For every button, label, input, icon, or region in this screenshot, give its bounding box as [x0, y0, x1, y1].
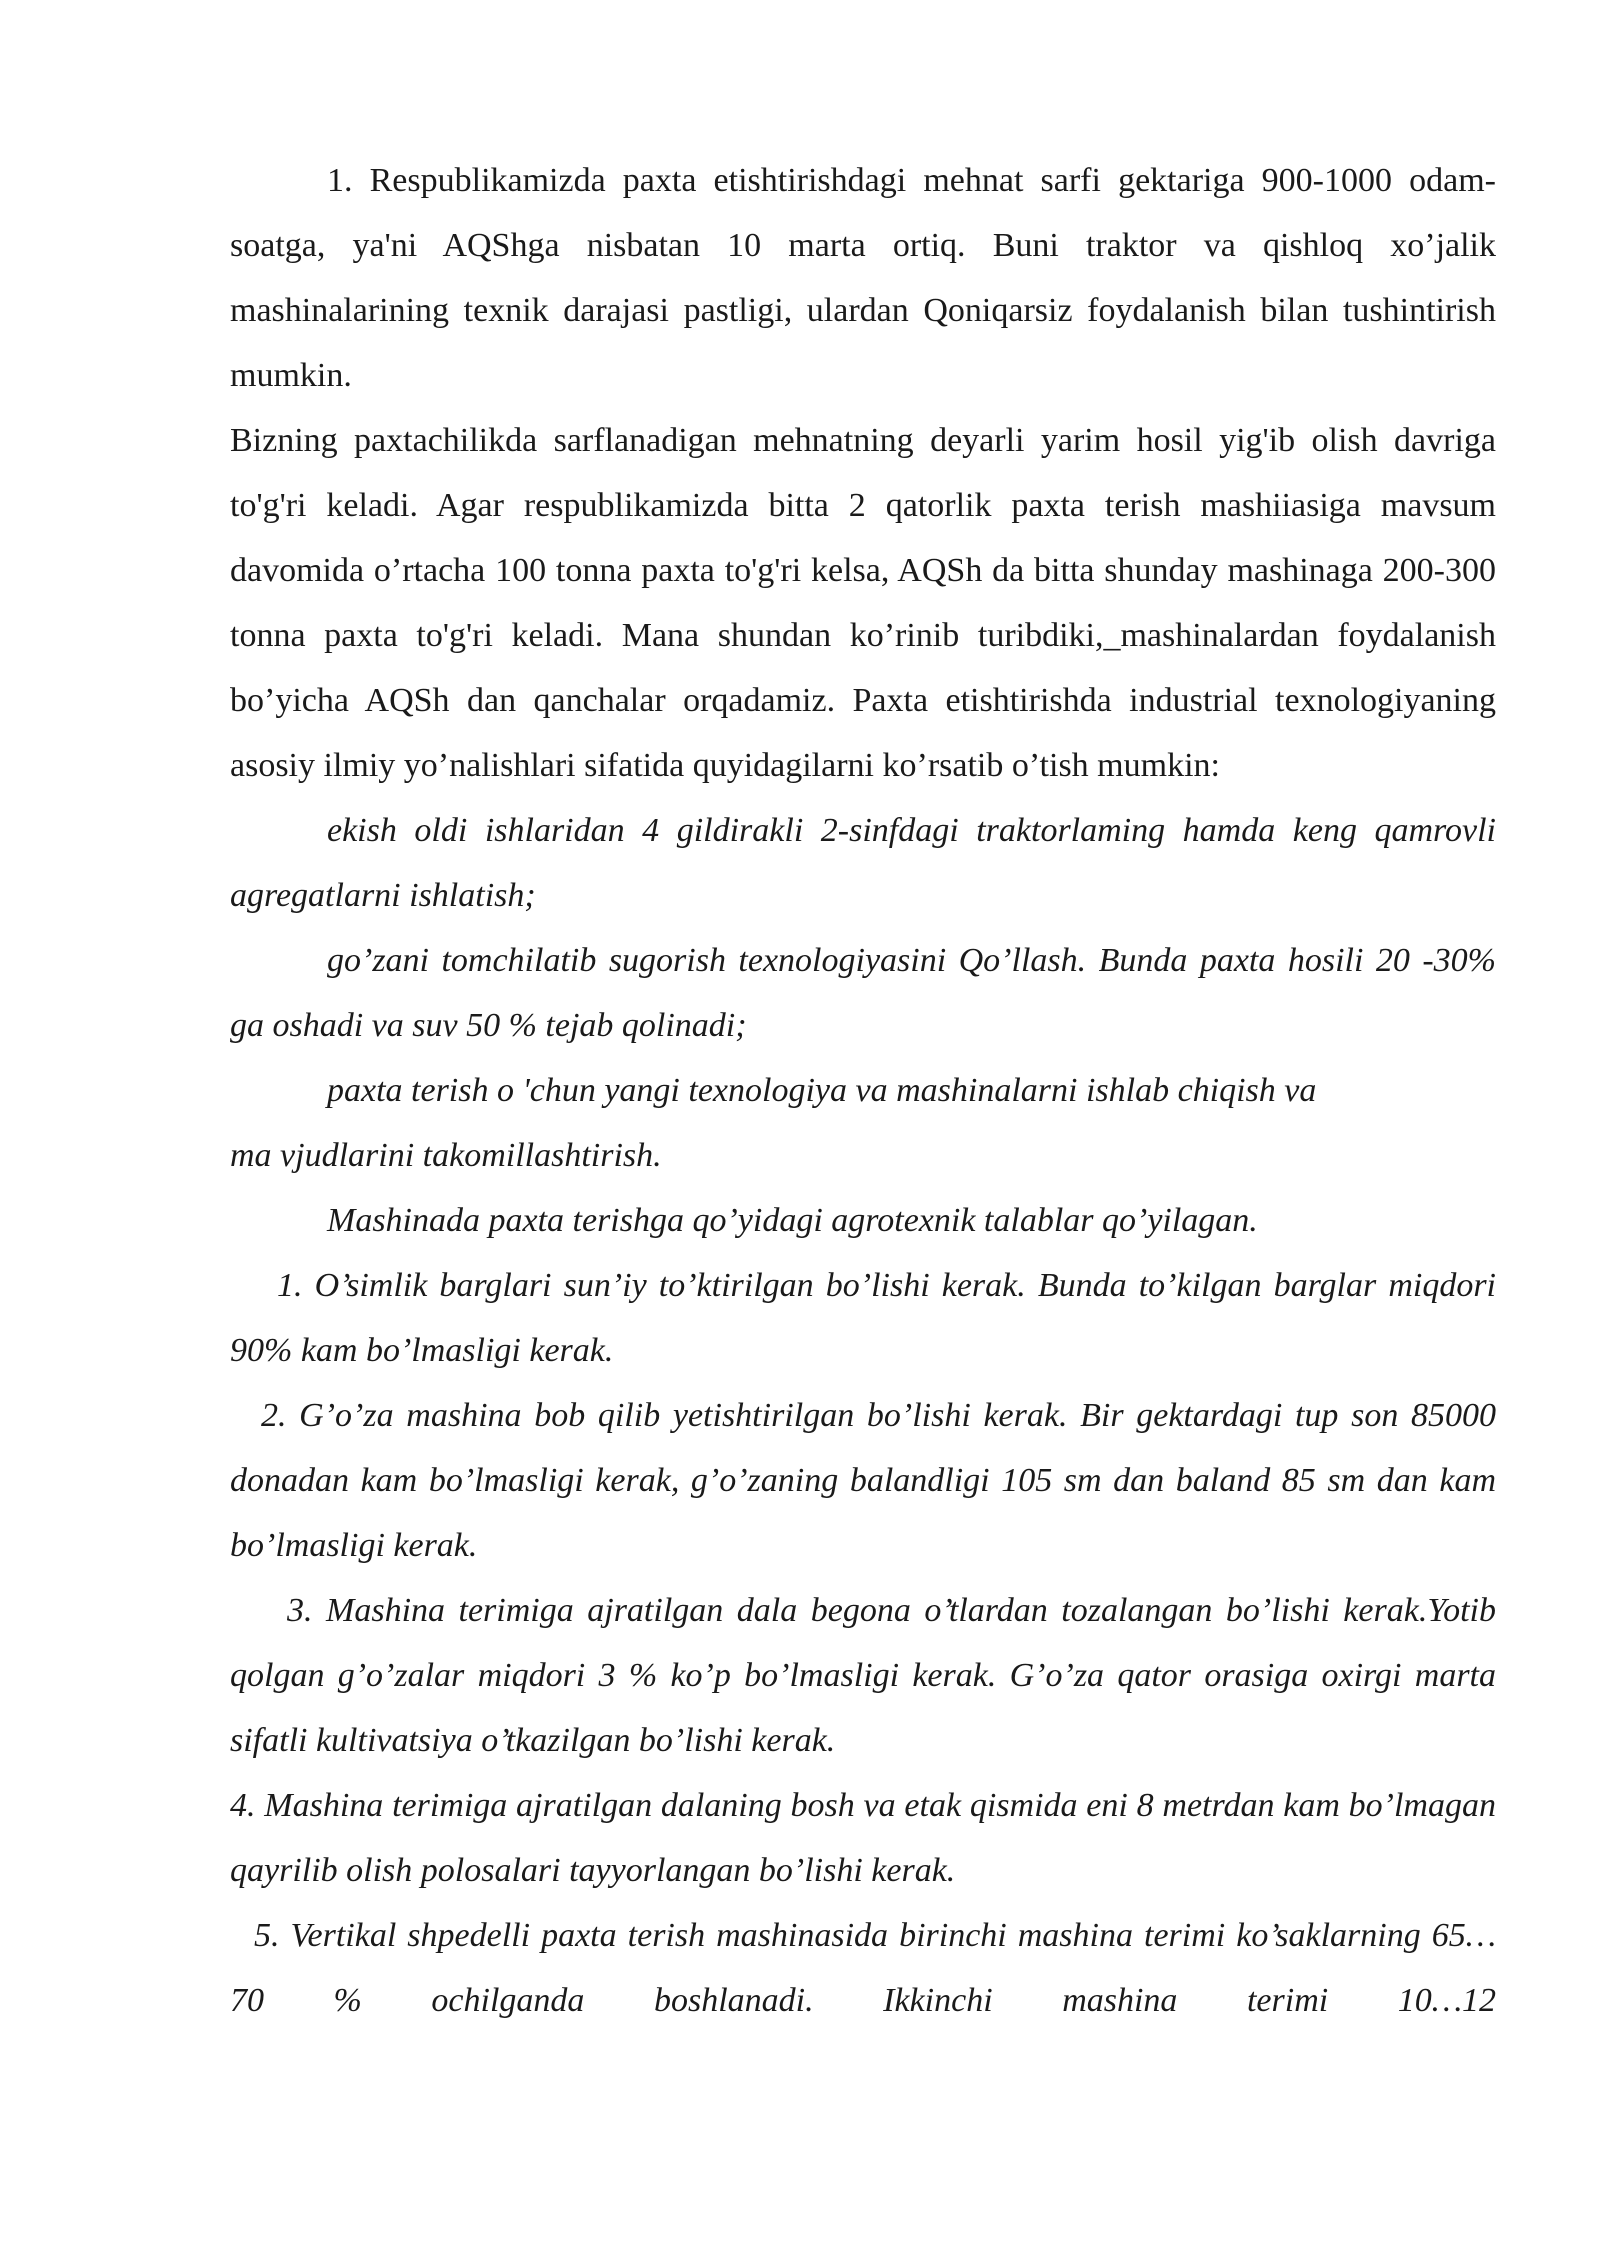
document-page	[230, 148, 1496, 2033]
paragraph-new-technology-line1: paxta terish o 'chun yangi texnologiya va mashinalarni ishlab chiqish va	[327, 1072, 1317, 1109]
paragraph-new-technology	[230, 1058, 1496, 1188]
requirement-3: 3. Mashina terimiga ajratilgan dala begona o’tlardan tozalangan bo’lishi kerak.Yotib qolgan g’o’zalar miqdori 3 % ko’p bo’lmasligi kerak. G’o’za qator orasiga oxirgi marta sifatli kultivatsiya o’tkazilgan bo’lishi kerak.	[230, 1592, 1496, 1759]
requirement-2: 2. G’o’za mashina bob qilib yetishtirilgan bo’lishi kerak. Bir gektardagi tup son 85000 donadan kam bo’lmasligi kerak, g’o’zaning balandligi 105 sm dan baland 85 sm dan kam bo’lmasligi kerak.	[230, 1397, 1496, 1564]
paragraph-labor-cost: 1. Respublikamizda paxta etishtirishdagi mehnat sarfi gektariga 900-1000 odam-soatga, ya'ni AQShga nisbatan 10 marta ortiq. Buni traktor va qishloq xo’jalik mashinalarining texnik darajasi pastligi, ulardan Qoniqarsiz foydalanish bilan tushintirish mumkin.	[230, 162, 1496, 394]
requirement-5: 5. Vertikal shpedelli paxta terish mashinasida birinchi mashina terimi ko’saklarning 65…70 % ochilganda boshlanadi. Ikkinchi mashina terimi 10…12	[230, 1917, 1496, 2019]
paragraph-requirements-heading: Mashinada paxta terishga qo’yidagi agrotexnik talablar qo’yilagan.	[327, 1202, 1258, 1239]
paragraph-harvest-comparison: Bizning paxtachilikda sarflanadigan mehnatning deyarli yarim hosil yig'ib olish davriga to'g'ri keladi. Agar respublikamizda bitta 2 qatorlik paxta terish mashiiasiga mavsum davomida o’rtacha 100 tonna paxta to'g'ri kelsa, AQSh da bitta shunday mashinaga 200-300 tonna paxta to'g'ri keladi. Mana shundan ko’rinib turibdiki,_mashinalardan foydalanish bo’yicha AQSh dan qanchalar orqadamiz. Paxta etishtirishda industrial texnologiyaning asosiy ilmiy yo’nalishlari sifatida quyidagilarni ko’rsatib o’tish mumkin:	[230, 422, 1496, 784]
paragraph-drip-irrigation: go’zani tomchilatib sugorish texnologiyasini Qo’llash. Bunda paxta hosili 20 -30% ga oshadi va suv 50 % tejab qolinadi;	[230, 942, 1496, 1044]
requirement-1: 1. O’simlik barglari sun’iy to’ktirilgan bo’lishi kerak. Bunda to’kilgan barglar miqdori 90% kam bo’lmasligi kerak.	[230, 1267, 1496, 1369]
requirement-4: 4. Mashina terimiga ajratilgan dalaning bosh va etak qismida eni 8 metrdan kam bo’lmagan qayrilib olish polosalari tayyorlangan bo’lishi kerak.	[230, 1787, 1496, 1889]
paragraph-new-technology-line2: ma vjudlarini takomillashtirish.	[230, 1137, 662, 1174]
paragraph-sowing-tractors: ekish oldi ishlaridan 4 gildirakli 2-sinfdagi traktorlaming hamda keng qamrovli agregatlarni ishlatish;	[230, 812, 1496, 914]
